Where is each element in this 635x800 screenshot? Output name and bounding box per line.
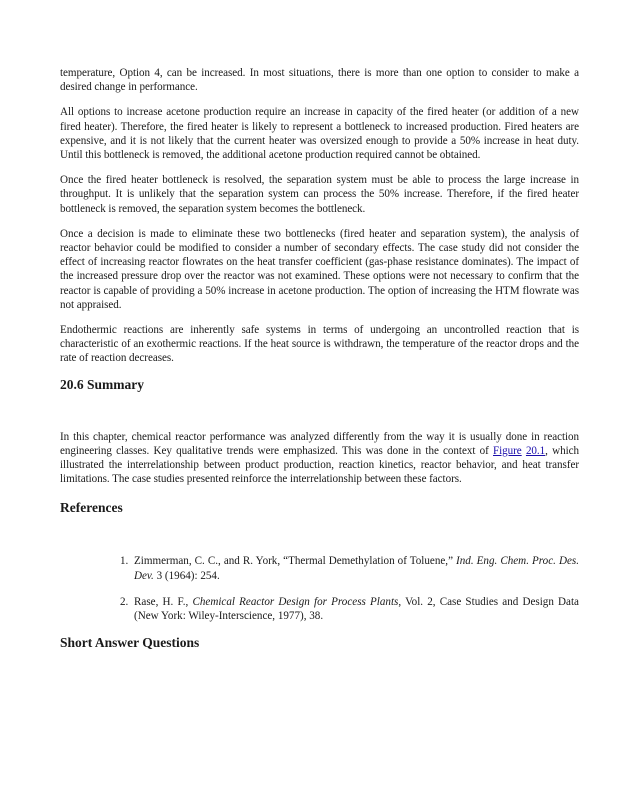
paragraph-endothermic: Endothermic reactions are inherently safe systems in terms of undergoing an uncontrolled reaction that is characteristic of an exothermic reactions. If the heat source is withdrawn, the temperature of the reactor drops and the rate of reaction decreases. (60, 324, 579, 365)
paragraph-option-4: temperature, Option 4, can be increased. In most situations, there is more than one option to consider to make a desired change in performance. (60, 67, 579, 94)
section-heading-references: References (60, 500, 123, 516)
reference-item (120, 595, 579, 623)
references-list (60, 554, 579, 623)
section-heading-short-answer-questions: Short Answer Questions (60, 635, 200, 651)
document-page (60, 66, 579, 651)
reference-details: 3 (1964): 254. (153, 569, 220, 582)
section-heading-summary: 20.6 Summary (60, 376, 144, 392)
paragraph-secondary-effects: Once a decision is made to eliminate these two bottlenecks (fired heater and separation system), the analysis of reactor behavior could be modified to consider a number of secondary effects. The case study did not consider the effect of increasing reactor flowrates on the heat transfer coefficient (gas-phase resistance dominates). The impact of the increased pressure drop over the reactor was not examined. These options were not necessary to confirm that the reactor is capable of providing a 50% increase in acetone production. The option of increasing the HTM flowrate was not appraised. (60, 227, 579, 311)
reference-authors: Zimmerman, C. C., and R. York, “Thermal Demethylation of Toluene,” (134, 555, 457, 568)
paragraph-separation-system: Once the fired heater bottleneck is resolved, the separation system must be able to process the large increase in throughput. It is unlikely that the separation system can process the 50% increase. Therefore, if the fired heater bottleneck is removed, the separation system becomes the bottleneck. (60, 174, 579, 215)
reference-details: , Vol. 2, Case Studies and Design Data (New York: Wiley-Interscience, 1977), 38. (134, 595, 579, 623)
reference-item (120, 554, 579, 582)
reference-number: 1. (120, 555, 129, 568)
reference-authors: Rase, H. F., (134, 595, 193, 608)
reference-journal: Ind. Eng. Chem. Proc. Des. Dev. (134, 555, 579, 582)
figure-link[interactable]: Figure (493, 444, 522, 457)
reference-journal: Chemical Reactor Design for Process Plants (192, 595, 399, 608)
reference-number: 2. (120, 595, 129, 608)
paragraph-fired-heater: All options to increase acetone production require an increase in capacity of the fired heater (or addition of a new fired heater). Therefore, the fired heater is likely to represent a bottleneck to increased production. Fired heaters are expensive, and it is not likely that the current heater was oversized enough to provide a 50% increase in heat duty. Until this bottleneck is removed, the additional acetone production required cannot be obtained. (60, 106, 579, 162)
summary-text-before-link: In this chapter, chemical reactor performance was analyzed differently from the way it is usually done in reaction engineering classes. Key qualitative trends were emphasized. This was done in the context of (60, 430, 579, 457)
paragraph-summary (60, 430, 579, 487)
figure-number-link[interactable]: 20.1 (525, 444, 546, 457)
summary-text-after-link: , which illustrated the interrelationship between product production, reaction kinetics, reactor behavior, and heat transfer limitations. The case studies presented reinforce the interrelationship between these factors. (60, 444, 579, 486)
